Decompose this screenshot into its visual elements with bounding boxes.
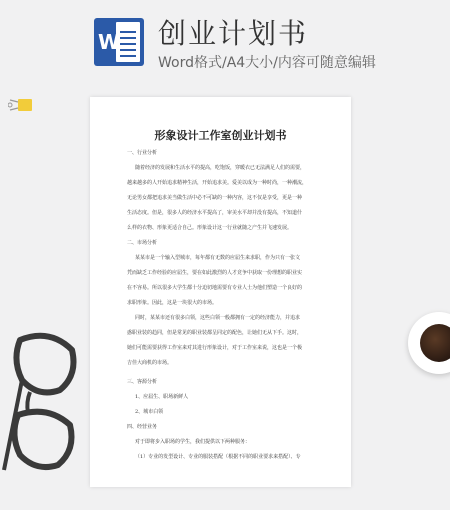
- document-line: 在不容易。所以很多大学生都十分迫切地需要有专业人士为他们塑造一个良好的: [127, 285, 303, 291]
- document-line: 一、行业分析: [127, 150, 158, 156]
- page-title: 创业计划书: [158, 17, 309, 50]
- document-line: 二、市场分析: [127, 240, 158, 246]
- document-line: 求职形象。因此，这是一块很大的市场。: [127, 300, 218, 306]
- document-line: 三、客源分析: [127, 379, 158, 385]
- coffee: [420, 324, 450, 362]
- header: [0, 0, 450, 82]
- document-line: 对于即将步入职场的学生，我们提供以下两种服务：: [135, 439, 251, 445]
- document-line: 越来越多的人开始追求精神生活，开始追求美。爱美以成为一种时尚，一种潮流，: [127, 180, 308, 186]
- document-line: 同时，某某市还有很多白领，这些白领一般都拥有一定的经济能力，并追求: [135, 315, 301, 321]
- document-line: 生活态度。但是，很多人的经济水平提高了，审美水平却并没有提高，不知道什: [127, 210, 303, 216]
- document-line: 她们可能需要获得工作室来对其进行形象设计，对于工作室来说，这也是一个极: [127, 345, 303, 351]
- document-line: 2、城市白领: [135, 409, 164, 415]
- word-icon-letter: W: [98, 30, 121, 54]
- word-icon: [94, 18, 144, 66]
- document-line: 吉佳大商机的市场。: [127, 360, 173, 366]
- eyeglasses: [0, 320, 95, 510]
- document-page: [90, 97, 351, 487]
- document-line: 四、经营业务: [127, 424, 158, 430]
- coffee-cup: [408, 312, 450, 374]
- document-line: 凭而缺乏工作经验的应届生，要在如此激烈的人才竞争中获取一份理想的职业实: [127, 270, 303, 276]
- document-title: 形象设计工作室创业计划书: [154, 129, 287, 142]
- document-line: 随着经济的发展和生活水平的提高，吃饱饭，穿暖衣已无法满足人们的需要，: [135, 165, 306, 171]
- document-line: 某某市是一个输入型城市，每年都有无数的应届生来求职，作为只有一张文: [135, 255, 301, 261]
- binder-clip-icon: [8, 98, 34, 112]
- document-line: 无论男女都把追求美当做生活中必不可缺的一种内容，这不仅是享受，更是一种: [127, 195, 303, 201]
- document-line: 么样的衣物、形象更适合自己。形象设计这一行业就随之产生并飞速发展。: [127, 225, 293, 231]
- document-line: （1）专业的发型设计、专业的服装搭配（根据不同的职业要求来搭配）、专: [135, 454, 301, 460]
- document-line: 惑职业装的趋同，但是常见的职业装都呈同定的配色，让她们无从下手。这时，: [127, 330, 303, 336]
- page-subtitle: Word格式/A4大小/内容可随意编辑: [158, 55, 376, 71]
- document-line: 1、应届生、职场新鲜人: [135, 394, 189, 400]
